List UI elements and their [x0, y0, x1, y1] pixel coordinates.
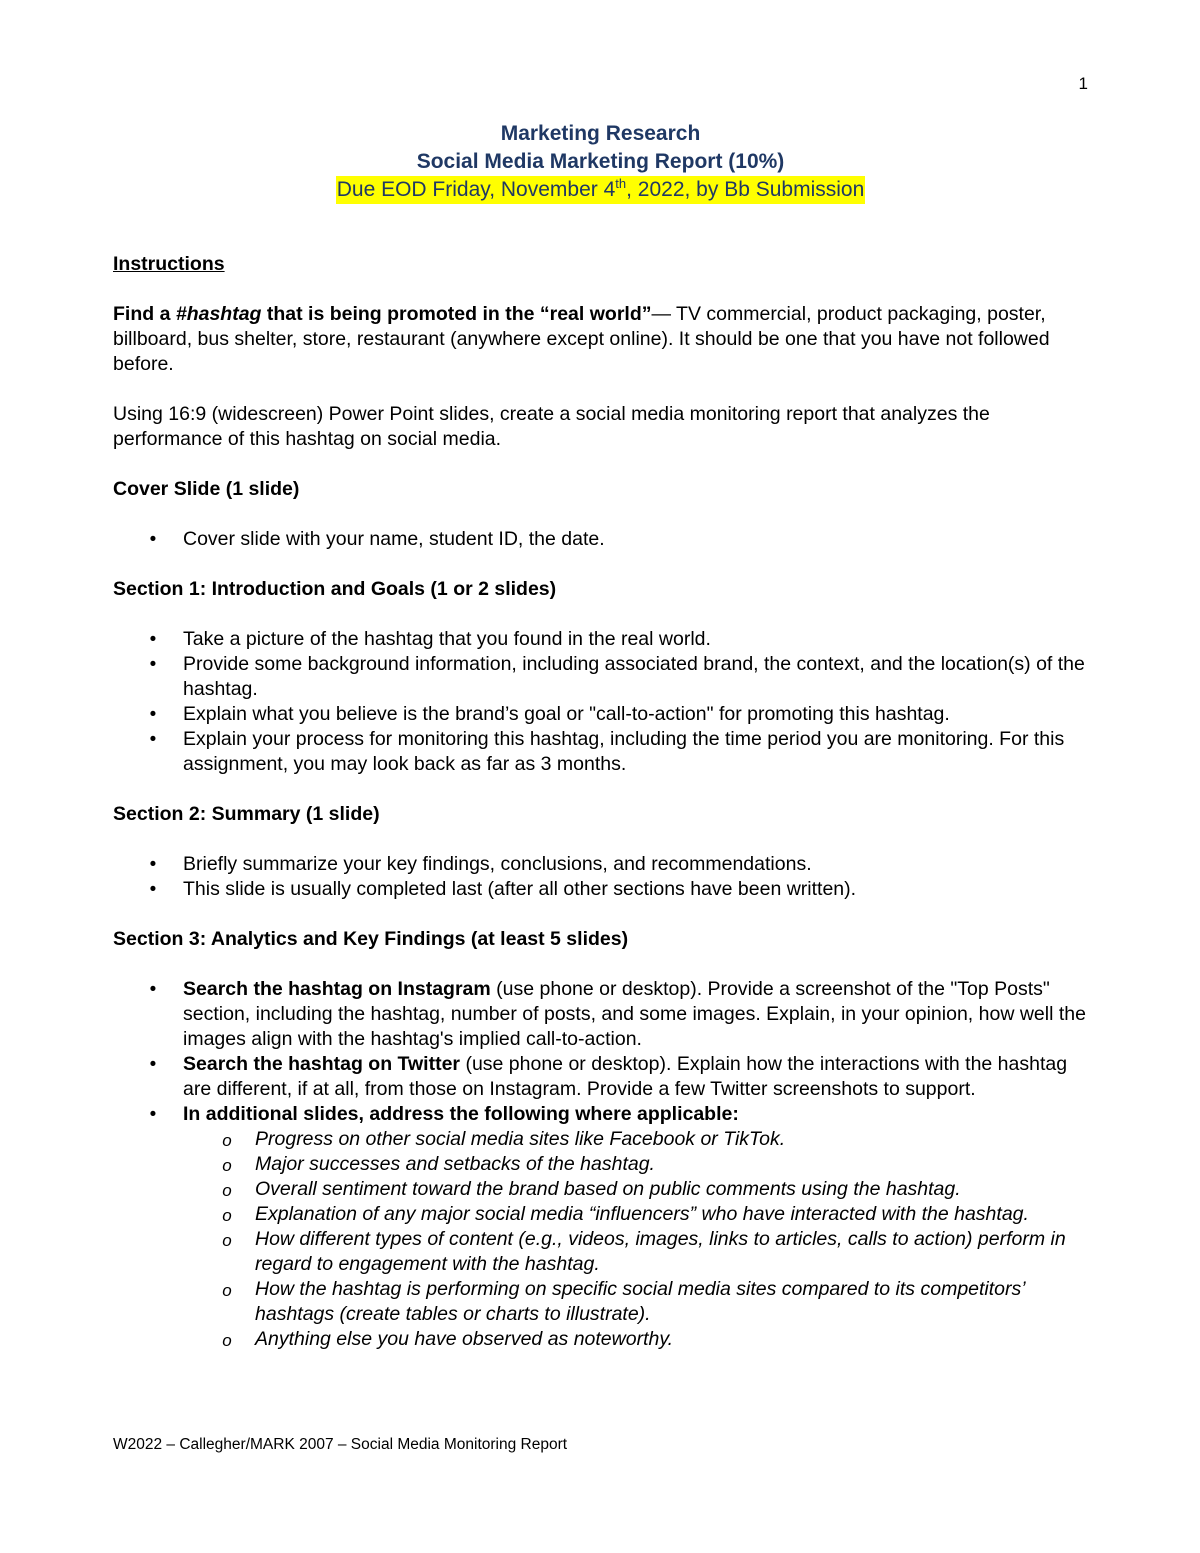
- additional-slides-label: In additional slides, address the following where applicable:: [183, 1103, 739, 1125]
- bullet-icon: •: [149, 629, 157, 650]
- bullet-icon: •: [149, 529, 157, 550]
- bullet-icon: •: [149, 879, 157, 900]
- report-title: Social Media Marketing Report (10%): [416, 150, 785, 173]
- list-item: • Cover slide with your name, student ID, the date.: [113, 527, 1088, 552]
- cover-slide-list: [113, 527, 1088, 552]
- sub-bullet-icon: o: [222, 1331, 232, 1350]
- sub-bullet-icon: o: [222, 1156, 232, 1175]
- list-item: • This slide is usually completed last (after all other sections have been written).: [113, 877, 1088, 902]
- section-1-list: [113, 627, 1088, 777]
- section-1-heading: Section 1: Introduction and Goals (1 or 2 slides): [113, 578, 557, 600]
- sub-list-item: o Major successes and setbacks of the hashtag.: [113, 1152, 1088, 1177]
- list-item: • Search the hashtag on Twitter (use phone or desktop). Explain how the interactions with the hashtag are different, if at all, from those on Instagram. Provide a few Twitter screenshots to support.: [113, 1052, 1088, 1102]
- page-footer: W2022 – Callegher/MARK 2007 – Social Media Monitoring Report: [113, 1436, 568, 1453]
- para1-bold-1: Find a: [113, 303, 176, 325]
- twitter-search-label: Search the hashtag on Twitter: [183, 1053, 461, 1075]
- para1-bold-2: that is being promoted in the “real world”: [261, 303, 652, 325]
- list-item: • Briefly summarize your key findings, conclusions, and recommendations.: [113, 852, 1088, 877]
- list-item: [113, 1102, 1088, 1352]
- instructions-paragraph-1: [113, 302, 1088, 377]
- bullet-icon: •: [149, 1104, 157, 1125]
- additional-slides-sublist: [183, 1127, 1088, 1352]
- list-item: • Explain what you believe is the brand’s goal or "call-to-action" for promoting this hashtag.: [113, 702, 1088, 727]
- hashtag-term: #hashtag: [175, 303, 262, 325]
- list-item: • Take a picture of the hashtag that you found in the real world.: [113, 627, 1088, 652]
- cover-slide-heading: Cover Slide (1 slide): [113, 478, 300, 500]
- list-item: • Explain your process for monitoring this hashtag, including the time period you are monitoring. For this assignment, you may look back as far as 3 months.: [113, 727, 1088, 777]
- bullet-icon: •: [149, 979, 157, 1000]
- due-prefix: Due EOD Friday, November 4: [336, 178, 616, 201]
- list-item: • Provide some background information, including associated brand, the context, and the location(s) of the hashtag.: [113, 652, 1088, 702]
- sub-list-item: o How different types of content (e.g., videos, images, links to articles, calls to action) perform in regard to engagement with the hashtag.: [113, 1227, 1088, 1277]
- sub-list-item: o Progress on other social media sites like Facebook or TikTok.: [113, 1127, 1088, 1152]
- sub-list-item: o Explanation of any major social media “influencers” who have interacted with the hashtag.: [113, 1202, 1088, 1227]
- due-sup: th: [615, 176, 627, 191]
- sub-list-item: o How the hashtag is performing on specific social media sites compared to its competitors’ hashtags (create tables or charts to illustrate).: [113, 1277, 1088, 1327]
- section-3-heading: Section 3: Analytics and Key Findings (at least 5 slides): [113, 928, 629, 950]
- section-3-list: [113, 977, 1088, 1352]
- section-2-list: [113, 852, 1088, 902]
- sub-bullet-icon: o: [222, 1231, 232, 1250]
- title-block: [113, 120, 1088, 204]
- bullet-icon: •: [149, 704, 157, 725]
- page-number: 1: [1078, 74, 1088, 93]
- course-title: Marketing Research: [500, 122, 701, 145]
- instructions-paragraph-2: Using 16:9 (widescreen) Power Point slides, create a social media monitoring report that analyzes the performance of this hashtag on social media.: [113, 403, 990, 450]
- sub-bullet-icon: o: [222, 1131, 232, 1150]
- section-2-heading: Section 2: Summary (1 slide): [113, 803, 380, 825]
- sub-bullet-icon: o: [222, 1206, 232, 1225]
- bullet-icon: •: [149, 729, 157, 750]
- sub-list-item: o Overall sentiment toward the brand based on public comments using the hashtag.: [113, 1177, 1088, 1202]
- bullet-icon: •: [149, 1054, 157, 1075]
- para1-rest: — TV commercial, product packaging, poster, billboard, bus shelter, store, restaurant (anywhere except online). It should be one that you have not followed before.: [113, 303, 1050, 375]
- instructions-heading: Instructions: [113, 253, 225, 275]
- sub-bullet-icon: o: [222, 1281, 232, 1300]
- sub-list-item: o Anything else you have observed as noteworthy.: [113, 1327, 1088, 1352]
- sub-bullet-icon: o: [222, 1181, 232, 1200]
- bullet-icon: •: [149, 654, 157, 675]
- due-suffix: , 2022, by Bb Submission: [626, 178, 865, 201]
- bullet-icon: •: [149, 854, 157, 875]
- due-date-highlight: [336, 176, 866, 204]
- instagram-search-label: Search the hashtag on Instagram: [183, 978, 491, 1000]
- list-item: • Search the hashtag on Instagram (use phone or desktop). Provide a screenshot of the "Top Posts" section, including the hashtag, number of posts, and some images. Explain, in your opinion, how well the images align with the hashtag's implied call-to-action.: [113, 977, 1088, 1052]
- document-body: [113, 120, 1088, 1377]
